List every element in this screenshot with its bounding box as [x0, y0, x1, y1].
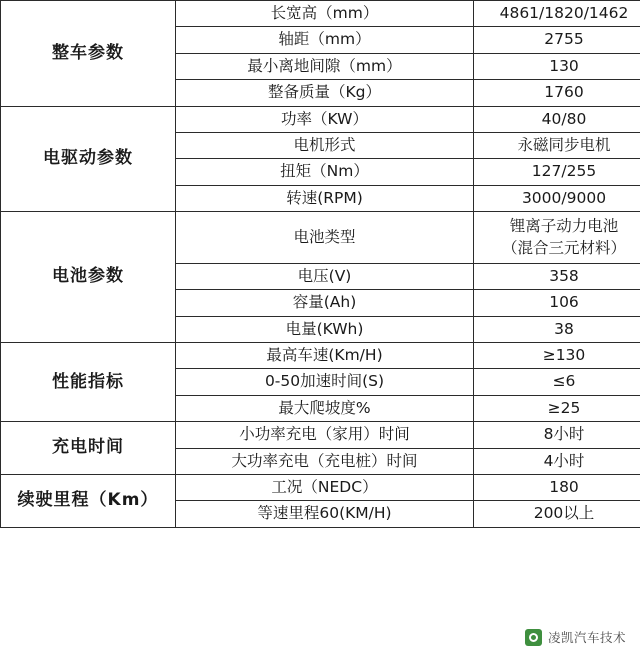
spec-value: 200以上	[474, 501, 640, 527]
spec-value: ≥25	[474, 395, 640, 421]
camera-logo-icon	[525, 629, 542, 646]
table-row	[1, 212, 640, 264]
table-row	[1, 474, 640, 500]
spec-param-label: 功率（KW）	[176, 106, 474, 132]
spec-group-label: 电驱动参数	[1, 106, 176, 212]
spec-value: 2755	[474, 27, 640, 53]
spec-param-label: 电池类型	[176, 212, 474, 264]
spec-param-label: 长宽高（mm）	[176, 1, 474, 27]
spec-param-label: 轴距（mm）	[176, 27, 474, 53]
spec-param-label: 整备质量（Kg）	[176, 80, 474, 106]
spec-group-label: 充电时间	[1, 422, 176, 475]
spec-param-label: 大功率充电（充电桩）时间	[176, 448, 474, 474]
spec-param-label: 0-50加速时间(S)	[176, 369, 474, 395]
spec-param-label: 最大爬坡度%	[176, 395, 474, 421]
spec-value: 127/255	[474, 159, 640, 185]
spec-param-label: 工况（NEDC）	[176, 474, 474, 500]
spec-group-label: 整车参数	[1, 1, 176, 107]
spec-group-label: 续驶里程（Km）	[1, 474, 176, 527]
spec-value: 永磁同步电机	[474, 132, 640, 158]
spec-value: 358	[474, 263, 640, 289]
spec-param-label: 扭矩（Nm）	[176, 159, 474, 185]
spec-value: 40/80	[474, 106, 640, 132]
spec-value: 180	[474, 474, 640, 500]
spec-param-label: 容量(Ah)	[176, 290, 474, 316]
spec-group-label: 性能指标	[1, 343, 176, 422]
spec-value: ≤6	[474, 369, 640, 395]
watermark-label: 凌凯汽车技术	[547, 630, 626, 645]
spec-param-label: 最小离地间隙（mm）	[176, 53, 474, 79]
spec-param-label: 转速(RPM)	[176, 185, 474, 211]
table-row	[1, 343, 640, 369]
spec-param-label: 电量(KWh)	[176, 316, 474, 342]
spec-value: 106	[474, 290, 640, 316]
spec-table-body	[1, 1, 640, 528]
spec-param-label: 最高车速(Km/H)	[176, 343, 474, 369]
spec-group-label: 电池参数	[1, 212, 176, 343]
spec-value: 锂离子动力电池 （混合三元材料）	[474, 212, 640, 264]
spec-value: 4861/1820/1462	[474, 1, 640, 27]
spec-param-label: 等速里程60(KM/H)	[176, 501, 474, 527]
spec-value: 1760	[474, 80, 640, 106]
spec-value: ≥130	[474, 343, 640, 369]
spec-param-label: 电压(V)	[176, 263, 474, 289]
spec-value: 38	[474, 316, 640, 342]
table-row	[1, 422, 640, 448]
spec-value: 3000/9000	[474, 185, 640, 211]
table-row	[1, 106, 640, 132]
spec-param-label: 小功率充电（家用）时间	[176, 422, 474, 448]
footer-bar	[0, 617, 640, 653]
table-row	[1, 1, 640, 27]
spec-value: 8小时	[474, 422, 640, 448]
spec-value: 130	[474, 53, 640, 79]
watermark	[525, 628, 626, 646]
spec-param-label: 电机形式	[176, 132, 474, 158]
spec-value: 4小时	[474, 448, 640, 474]
